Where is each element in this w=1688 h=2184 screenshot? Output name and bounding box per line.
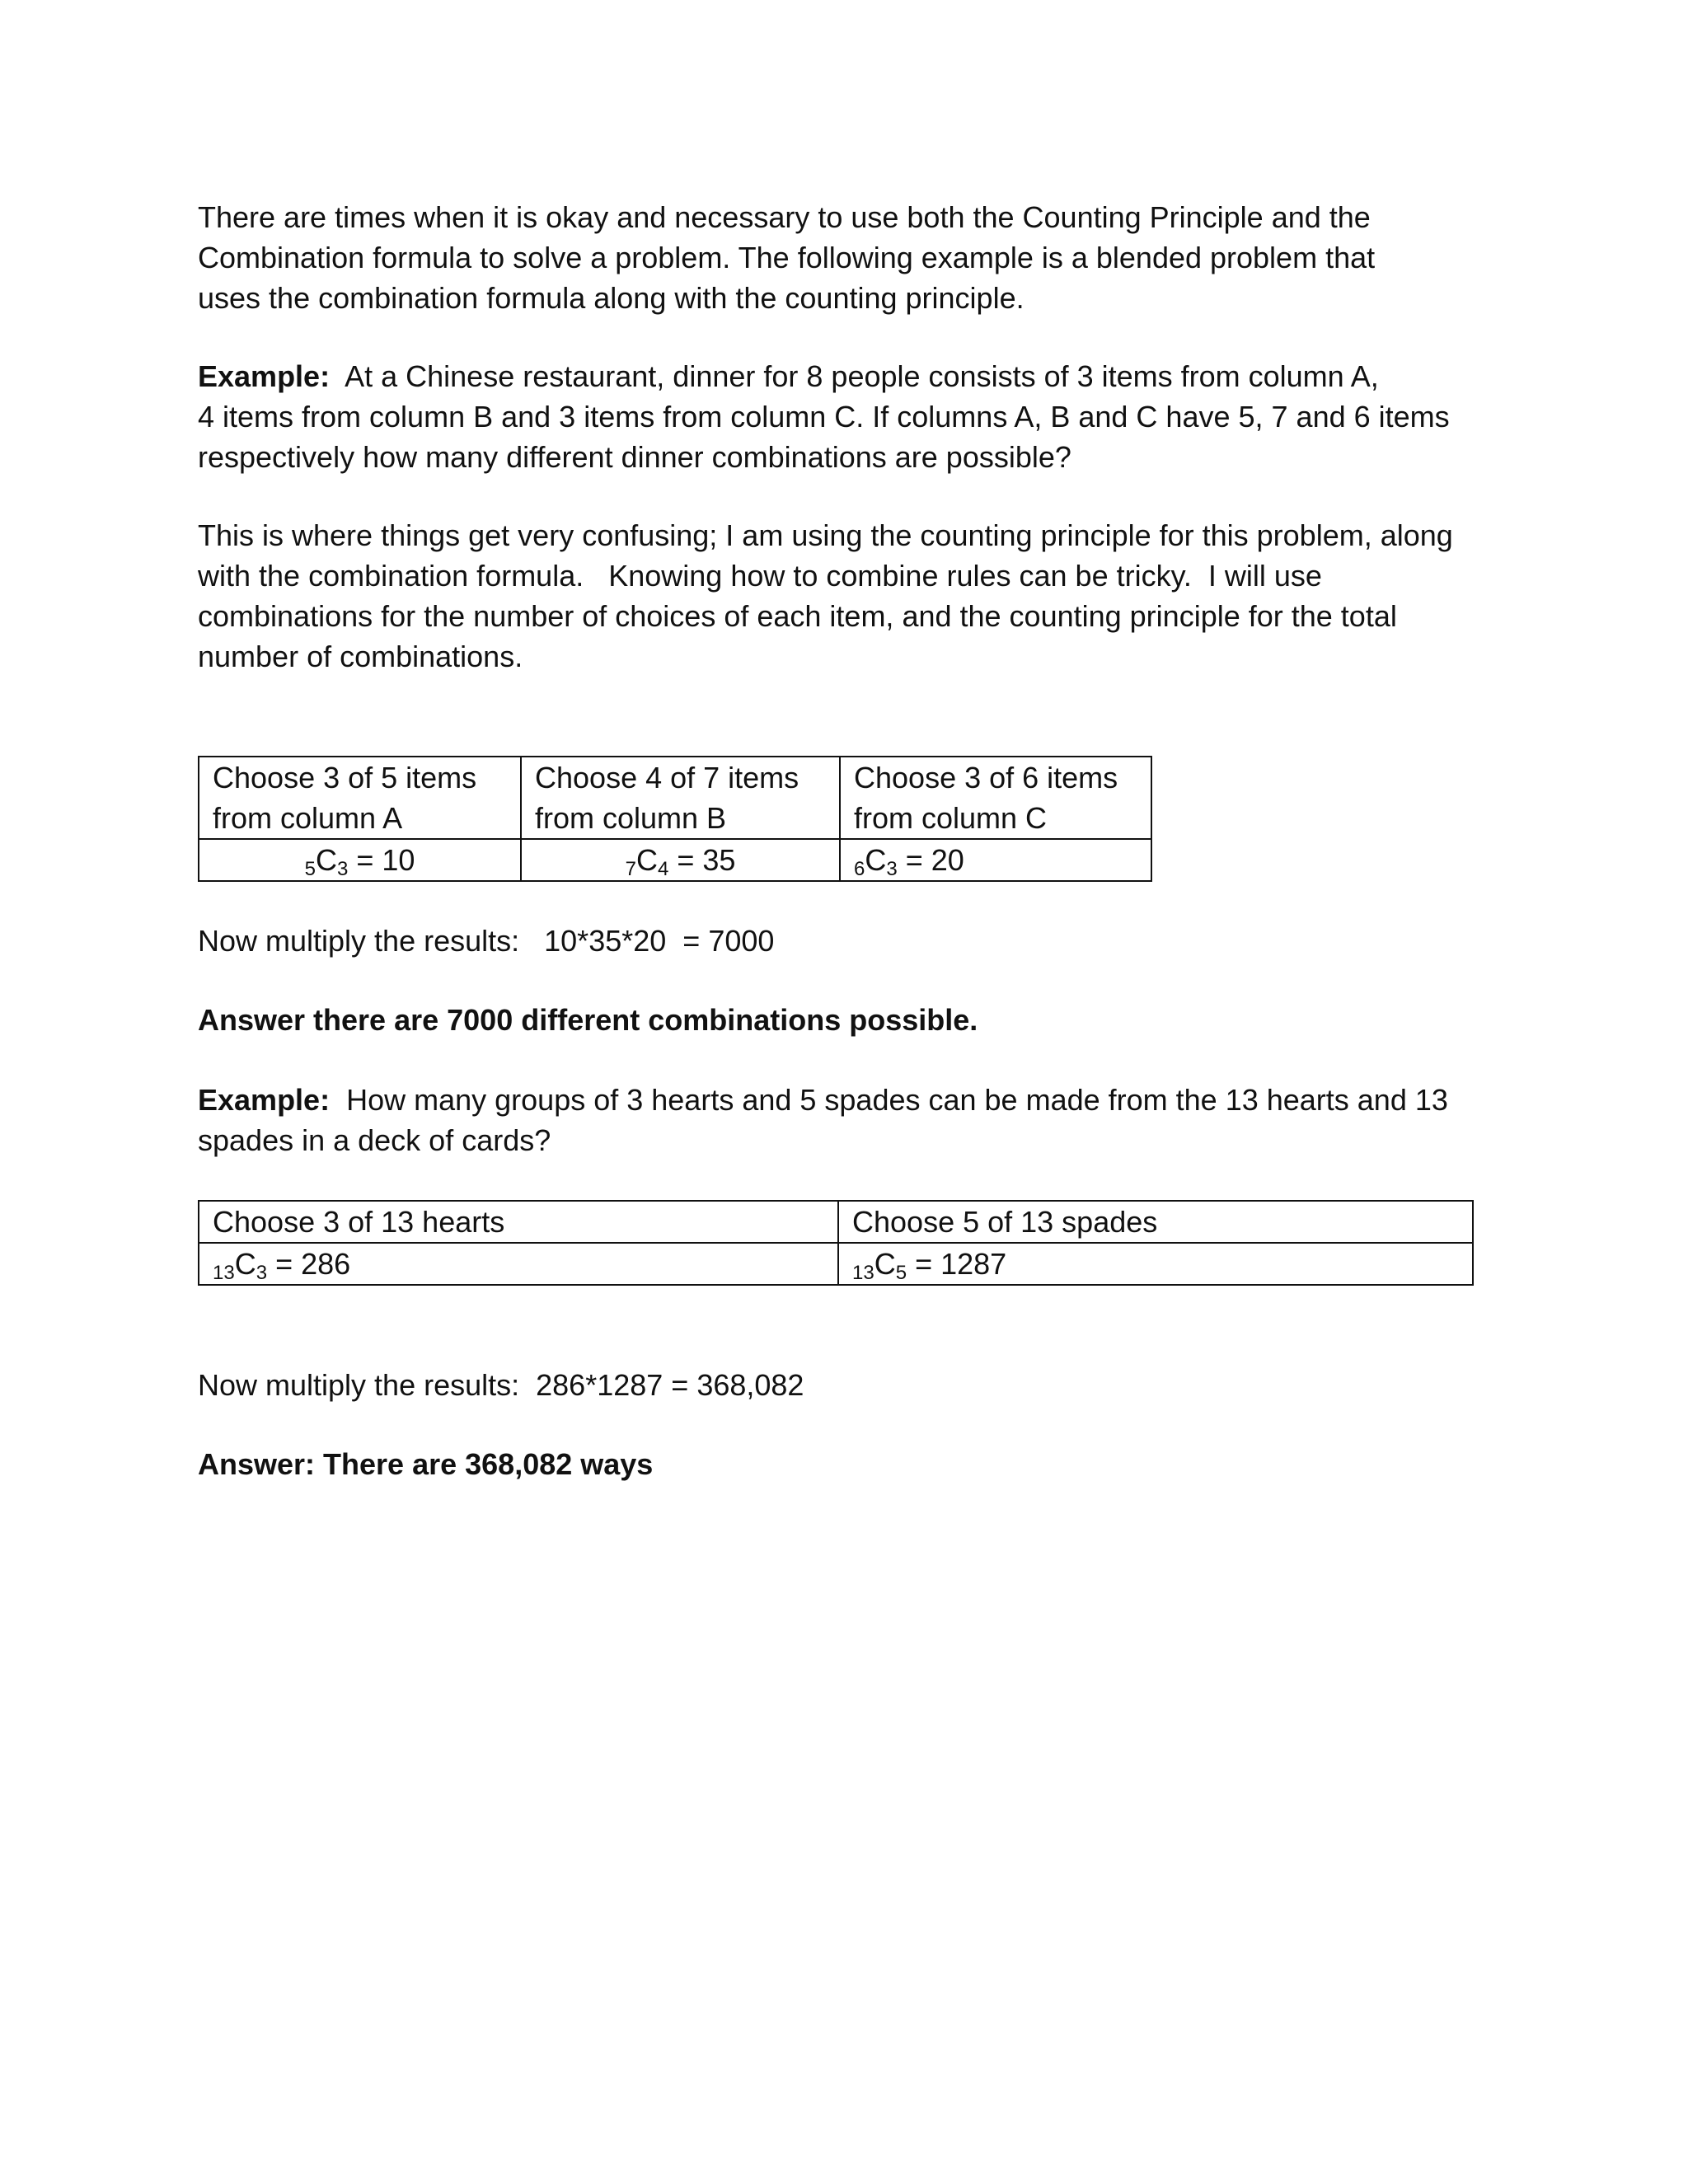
explanation-paragraph [198,515,1517,677]
combination-value: = 1287 [907,1247,1007,1281]
intro-line: Combination formula to solve a problem. The following example is a blended problem that [198,241,1376,274]
multiply-text: Now multiply the results: 286*1287 = 368,082 [198,1368,804,1402]
explanation-line: combinations for the number of choices of each item, and the counting principle for the total [198,599,1397,633]
combination-r: 4 [657,858,669,880]
combination-r: 3 [256,1262,268,1284]
example2-line [198,1080,1517,1120]
cell-text: from column C [854,801,1048,835]
table-row [199,1243,1473,1285]
combination-value: = 20 [897,843,964,877]
multiply-result-2 [198,1365,1517,1405]
intro-line: There are times when it is okay and necessary to use both the Counting Principle and the [198,200,1371,234]
example1-label: Example: [198,359,331,393]
combination-c: C [635,843,658,877]
answer-text: Answer there are 7000 different combinations possible. [198,1003,978,1037]
example2-text: How many groups of 3 hearts and 5 spades can be made from the 13 hearts and 13 [330,1083,1448,1117]
example1-paragraph [198,356,1517,477]
combination-c: C [315,843,337,877]
cell-text: Choose 3 of 5 items [213,761,477,794]
combinations-table-2 [198,1200,1474,1286]
table-row [199,839,1151,881]
answer-1 [198,1000,1517,1040]
example1-line: respectively how many different dinner combinations are possible? [198,440,1071,474]
table-cell [840,839,1151,881]
table-cell [521,757,840,839]
combination-n: 5 [304,858,316,880]
combination-value: = 10 [348,843,415,877]
intro-line: uses the combination formula along with the counting principle. [198,281,1025,315]
table-cell [838,1243,1473,1285]
table-cell [838,1201,1473,1243]
cell-text: Choose 4 of 7 items [535,761,799,794]
example2-label: Example: [198,1083,331,1117]
example2-paragraph [198,1080,1517,1160]
combination-r: 3 [886,858,898,880]
table-cell [199,839,521,881]
combination-value: = 35 [668,843,736,877]
cell-text: from column B [535,801,727,835]
example1-line [198,356,1517,396]
combination-r: 3 [336,858,349,880]
table-cell [199,1201,838,1243]
answer-text: Answer: There are 368,082 ways [198,1447,654,1481]
cell-text: from column A [213,801,403,835]
multiply-result-1 [198,921,1517,961]
example1-line: 4 items from column B and 3 items from column C. If columns A, B and C have 5, 7 and 6 items [198,400,1450,434]
combinations-table-1 [198,756,1152,882]
answer-2 [198,1444,1517,1484]
combination-c: C [234,1247,256,1281]
cell-text: Choose 5 of 13 spades [852,1205,1158,1239]
explanation-line: with the combination formula. Knowing how to combine rules can be tricky. I will use [198,559,1322,593]
cell-text: Choose 3 of 6 items [854,761,1118,794]
table-cell [840,757,1151,839]
combination-n: 6 [854,858,865,880]
combination-c: C [865,843,887,877]
example2-line: spades in a deck of cards? [198,1123,551,1157]
intro-paragraph [198,197,1517,318]
cell-text: Choose 3 of 13 hearts [213,1205,505,1239]
table-row [199,757,1151,839]
table-cell [199,757,521,839]
combination-value: = 286 [267,1247,351,1281]
combination-n: 13 [213,1262,235,1284]
table-cell [199,1243,838,1285]
example1-text: At a Chinese restaurant, dinner for 8 people consists of 3 items from column A, [330,359,1379,393]
table-cell [521,839,840,881]
combination-n: 7 [625,858,636,880]
combination-c: C [874,1247,896,1281]
combination-n: 13 [852,1262,874,1284]
explanation-line: number of combinations. [198,640,523,673]
multiply-text: Now multiply the results: 10*35*20 = 7000 [198,924,775,958]
table-row [199,1201,1473,1243]
explanation-line: This is where things get very confusing; I am using the counting principle for this problem, along [198,518,1453,552]
combination-r: 5 [895,1262,907,1284]
